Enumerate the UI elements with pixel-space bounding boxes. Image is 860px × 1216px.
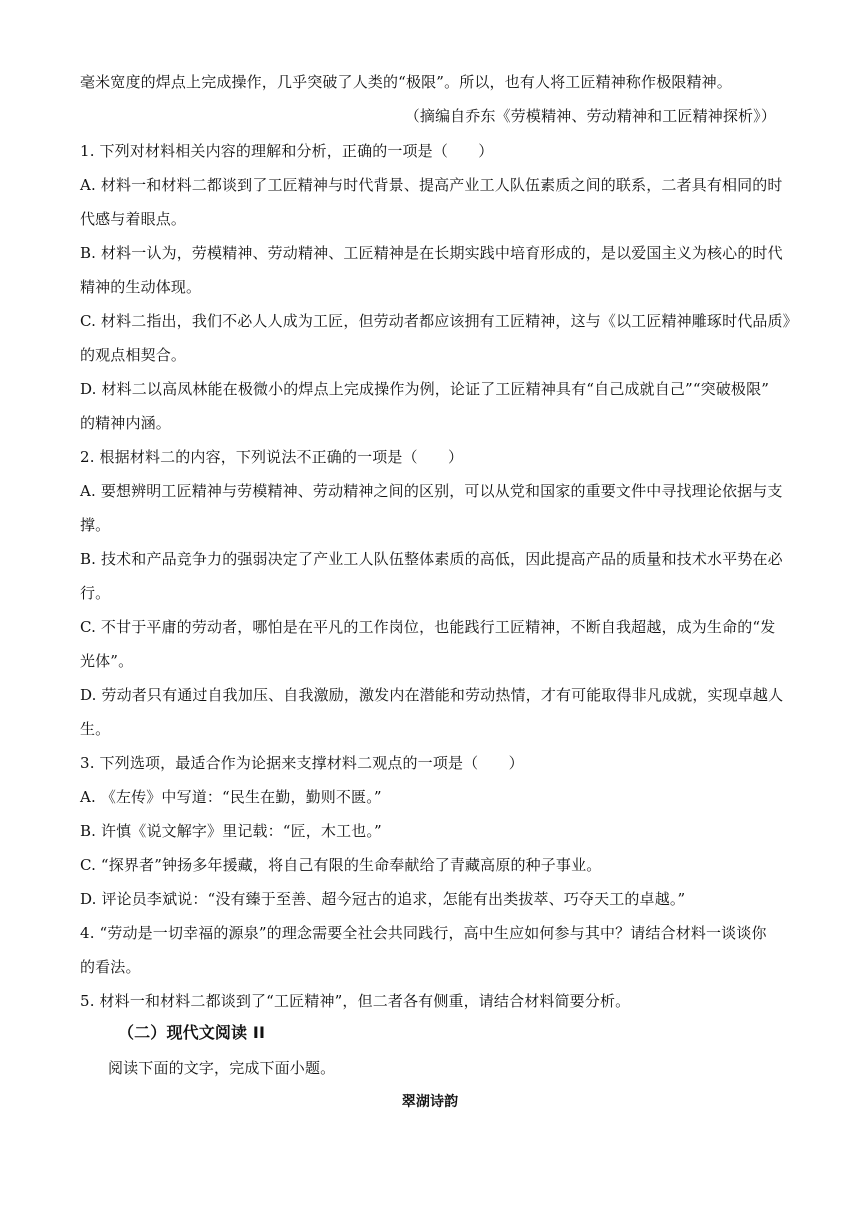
question-2-option-a-cont: 撑。 xyxy=(80,516,111,534)
question-1-option-b: B. 材料一认为，劳模精神、劳动精神、工匠精神是在长期实践中培育形成的，是以爱国主义为核心的时代 xyxy=(80,244,783,262)
question-3-option-c: C. “探界者”钟扬多年援藏，将自己有限的生命奉献给了青藏高原的种子事业。 xyxy=(80,856,602,874)
question-2-option-d: D. 劳动者只有通过自我加压、自我激励，激发内在潜能和劳动热情，才有可能取得非凡成就，实现卓越人 xyxy=(80,686,784,704)
question-2-option-a: A. 要想辨明工匠精神与劳模精神、劳动精神之间的区别，可以从党和国家的重要文件中寻找理论依据与支 xyxy=(80,482,783,500)
question-5-stem: 5. 材料一和材料二都谈到了“工匠精神”，但二者各有侧重，请结合材料简要分析。 xyxy=(80,992,631,1010)
question-1-option-b-cont: 精神的生动体现。 xyxy=(80,278,202,296)
source-citation: （摘编自乔东《劳模精神、劳动精神和工匠精神探析》） xyxy=(404,107,776,125)
intro-text: 毫米宽度的焊点上完成操作，几乎突破了人类的“极限”。所以，也有人将工匠精神称作极限精神。 xyxy=(80,73,732,91)
question-3-stem: 3. 下列选项，最适合作为论据来支撑材料二观点的一项是（ ） xyxy=(80,754,524,772)
question-2-option-c-cont: 光体”。 xyxy=(80,652,134,670)
section-heading: （二）现代文阅读 II xyxy=(118,1023,266,1042)
question-2-option-b-cont: 行。 xyxy=(80,584,111,602)
question-2-option-d-cont: 生。 xyxy=(80,720,111,738)
question-3-option-d: D. 评论员李斌说：“没有臻于至善、超今冠古的追求，怎能有出类拔萃、巧夺天工的卓越。” xyxy=(80,890,686,908)
question-1-stem: 1. 下列对材料相关内容的理解和分析，正确的一项是（ ） xyxy=(80,142,494,160)
question-1-option-d: D. 材料二以高凤林能在极微小的焊点上完成操作为例，论证了工匠精神具有“自己成就自己”“突破极限” xyxy=(80,380,770,398)
question-1-option-a: A. 材料一和材料二都谈到了工匠精神与时代背景、提高产业工人队伍素质之间的联系，二者具有相同的时 xyxy=(80,176,783,194)
question-4-stem: 4. “劳动是一切幸福的源泉”的理念需要全社会共同践行，高中生应如何参与其中？请结合材料一谈谈你 xyxy=(80,924,767,942)
question-1-option-d-cont: 的精神内涵。 xyxy=(80,414,171,432)
section-instruction: 阅读下面的文字，完成下面小题。 xyxy=(108,1059,336,1077)
question-2-option-c: C. 不甘于平庸的劳动者，哪怕是在平凡的工作岗位，也能践行工匠精神，不断自我超越，成为生命的“发 xyxy=(80,618,776,636)
question-1-option-c: C. 材料二指出，我们不必人人成为工匠，但劳动者都应该拥有工匠精神，这与《以工匠精神雕琢时代品质》 xyxy=(80,312,798,330)
question-3-option-a: A. 《左传》中写道：“民生在勤，勤则不匮。” xyxy=(80,788,382,806)
article-title: 翠湖诗韵 xyxy=(401,1094,459,1110)
question-2-stem: 2. 根据材料二的内容，下列说法不正确的一项是（ ） xyxy=(80,448,464,466)
question-1-option-a-cont: 代感与着眼点。 xyxy=(80,210,187,228)
question-3-option-b: B. 许慎《说文解字》里记载：“匠，木工也。” xyxy=(80,822,382,840)
question-2-option-b: B. 技术和产品竞争力的强弱决定了产业工人队伍整体素质的高低，因此提高产品的质量和技术水平势在必 xyxy=(80,550,783,568)
question-1-option-c-cont: 的观点相契合。 xyxy=(80,346,187,364)
question-4-stem-cont: 的看法。 xyxy=(80,958,141,976)
